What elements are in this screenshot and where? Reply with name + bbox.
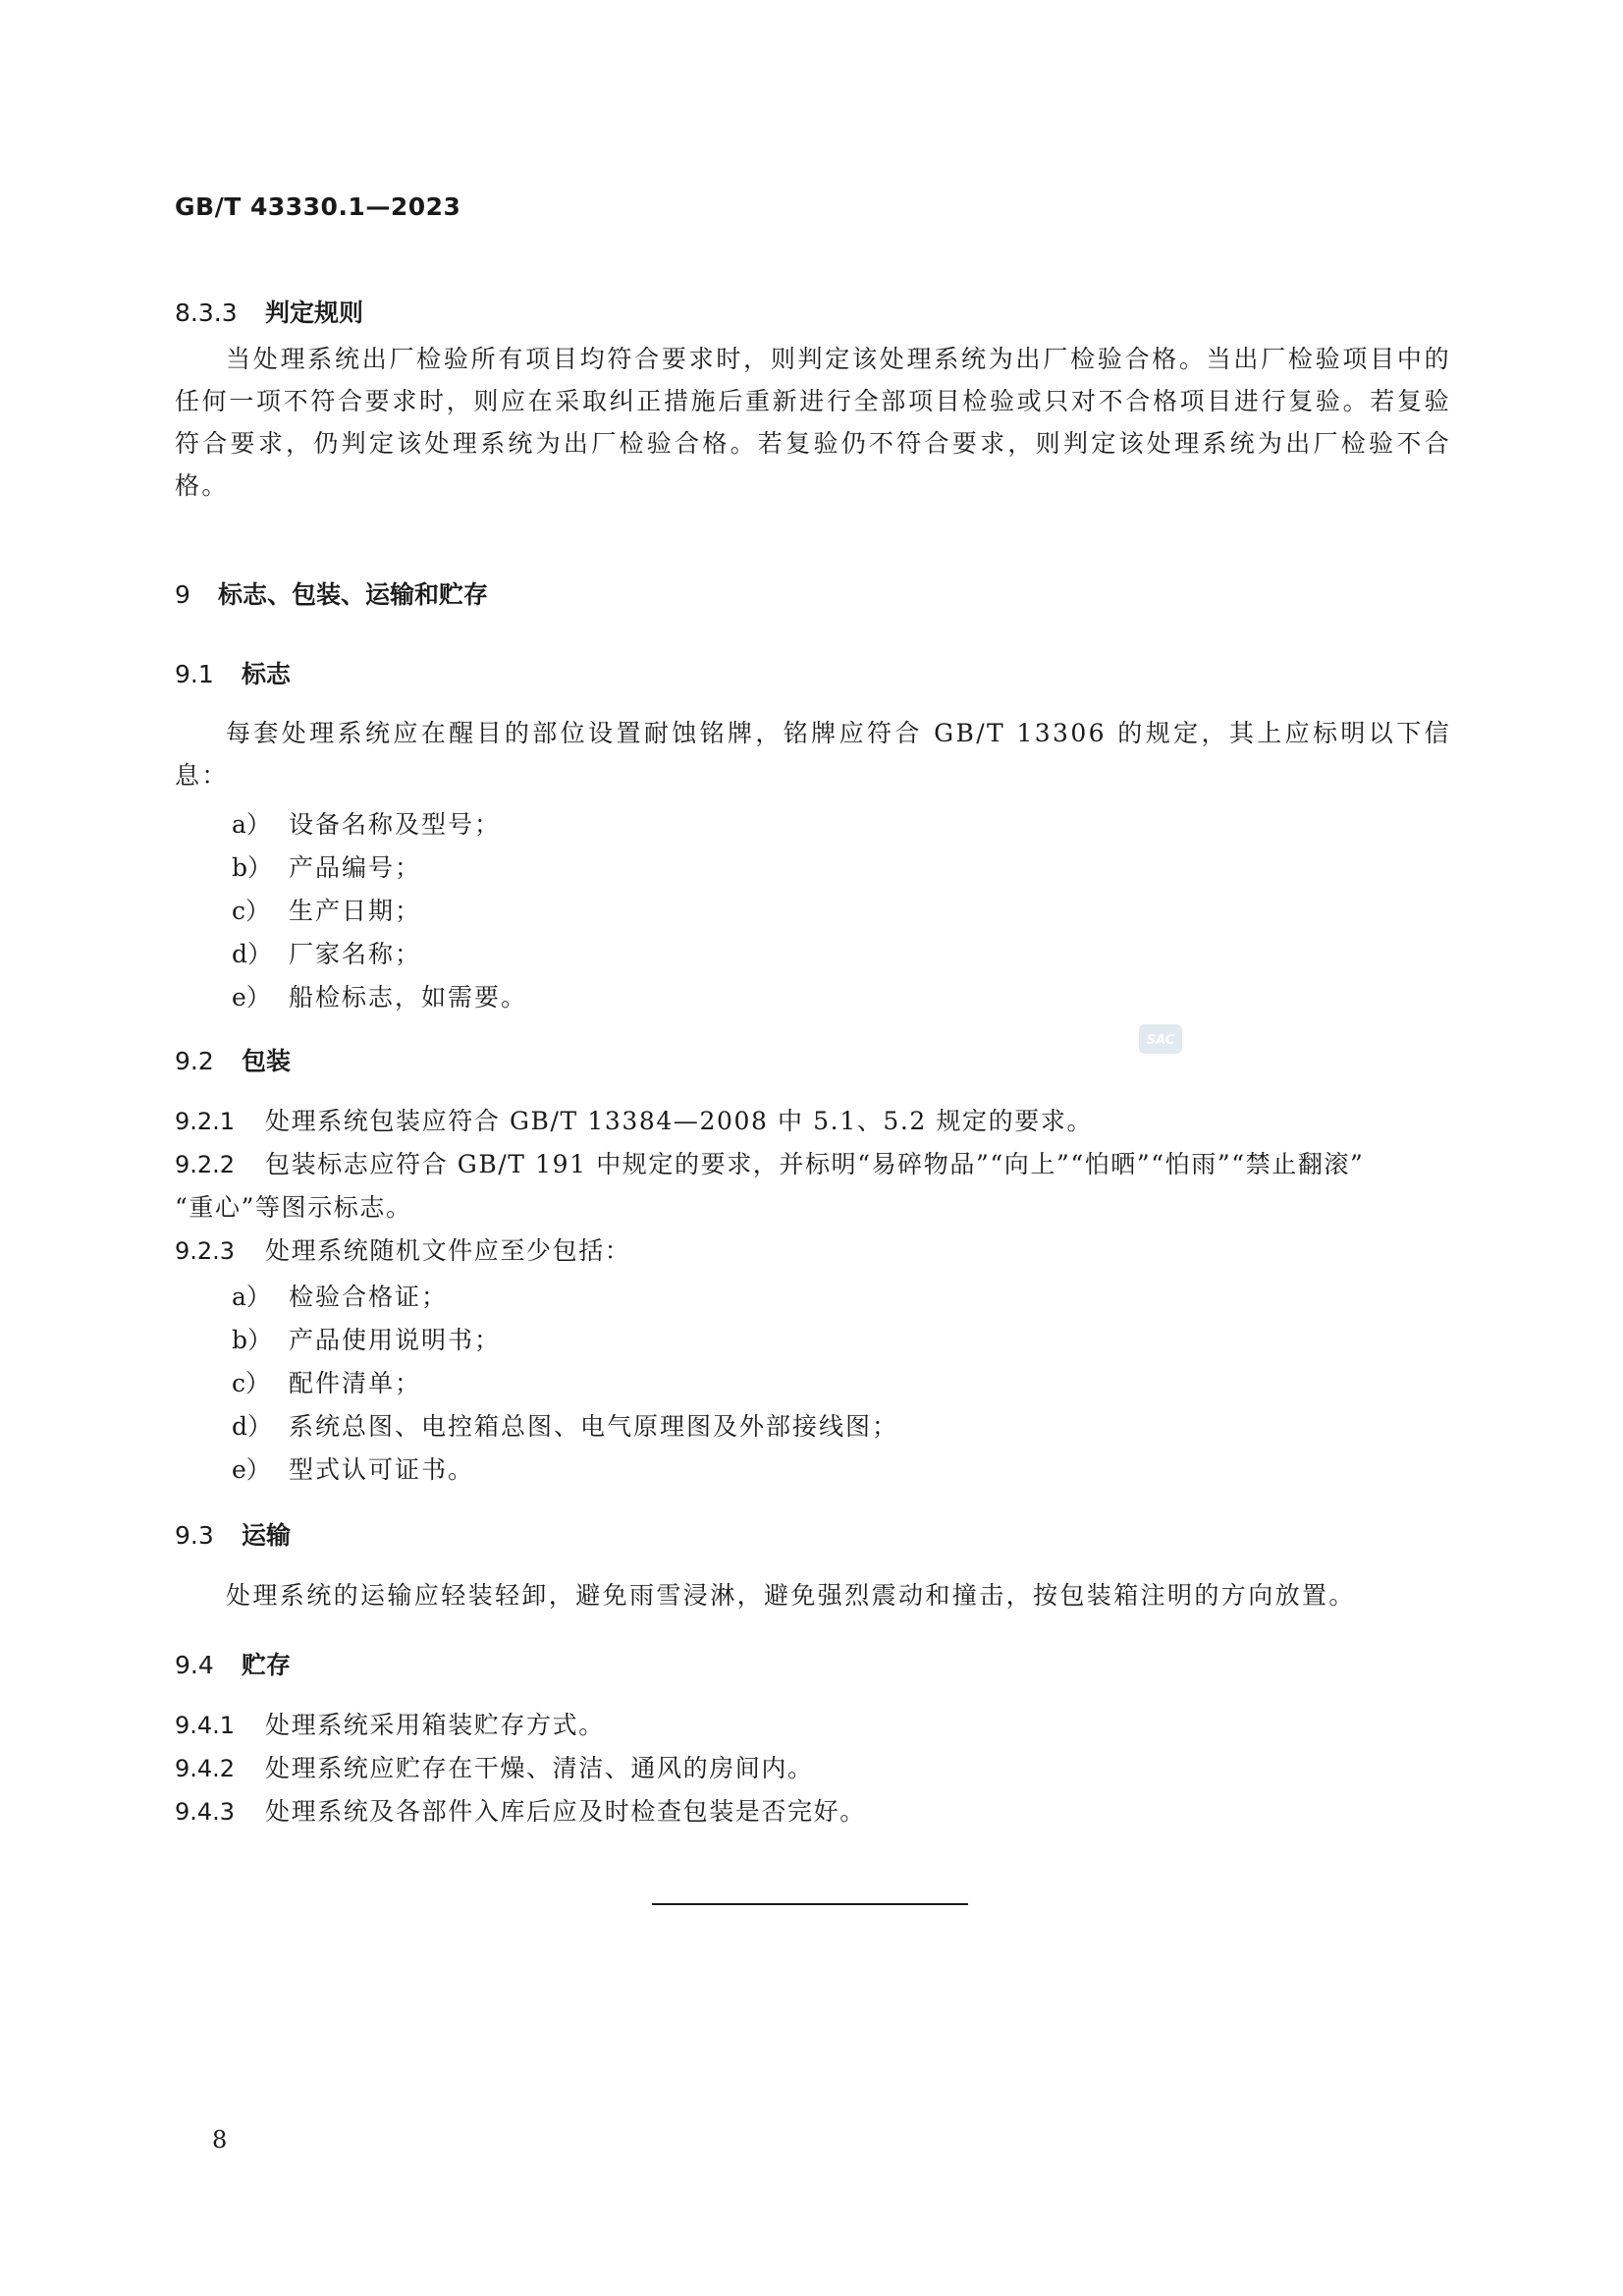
end-rule	[652, 1903, 968, 1905]
list-item	[232, 1450, 474, 1486]
heading-number: 9.1	[175, 660, 214, 688]
list-item	[232, 978, 527, 1013]
list-item-text: 配件清单；	[289, 1369, 422, 1397]
clause-number: 9.2.2	[175, 1151, 236, 1178]
heading-title: 包装	[242, 1047, 292, 1075]
clause-9-2-1	[175, 1102, 1093, 1137]
list-marker: c）	[232, 897, 271, 925]
list-item-text: 厂家名称；	[289, 940, 422, 968]
list-item-text: 型式认可证书。	[289, 1455, 475, 1484]
list-marker: c）	[232, 1369, 271, 1397]
page-number: 8	[212, 2126, 228, 2154]
clause-text: 处理系统及各部件入库后应及时检查包装是否完好。	[265, 1797, 866, 1826]
clause-number: 9.2.1	[175, 1108, 236, 1135]
heading-title: 贮存	[242, 1651, 292, 1679]
list-marker: e）	[232, 983, 271, 1011]
sac-watermark-logo	[1139, 1024, 1182, 1054]
heading-number: 9.4	[175, 1651, 214, 1679]
clause-number: 9.2.3	[175, 1237, 236, 1265]
list-item	[232, 1364, 421, 1399]
clause-9-4-1	[175, 1706, 605, 1741]
list-marker: a）	[232, 810, 271, 839]
clause-text: 包装标志应符合 GB/T 191 中规定的要求，并标明“易碎物品”“向上”“怕晒”“怕雨”“禁止翻滚”	[265, 1150, 1365, 1178]
clause-9-4-3	[175, 1792, 866, 1828]
list-item	[232, 1321, 501, 1356]
paragraph-transport: 处理系统的运输应轻装轻卸，避免雨雪浸淋，避免强烈震动和撞击，按包装箱注明的方向放置。	[226, 1581, 1356, 1610]
clause-text: 处理系统应贮存在干燥、清洁、通风的房间内。	[265, 1754, 814, 1782]
list-item-text: 船检标志，如需要。	[289, 983, 528, 1011]
clause-number: 9.4.1	[175, 1712, 236, 1739]
heading-number: 9.2	[175, 1047, 214, 1075]
document-code: GB/T 43330.1—2023	[175, 192, 461, 221]
list-item	[232, 805, 501, 841]
paragraph-marking: 每套处理系统应在醒目的部位设置耐蚀铭牌，铭牌应符合 GB/T 13306 的规定，其上应标明以下信息：	[175, 719, 1451, 790]
list-marker: d）	[232, 1412, 273, 1441]
heading-9-4	[175, 1646, 291, 1681]
heading-9	[175, 575, 488, 611]
list-item-text: 检验合格证；	[289, 1283, 449, 1311]
list-item-text: 产品编号；	[289, 853, 422, 882]
heading-9-2	[175, 1042, 291, 1077]
clause-text: 处理系统包装应符合 GB/T 13384—2008 中 5.1、5.2 规定的要求。	[265, 1107, 1094, 1135]
list-item	[232, 935, 421, 970]
list-item	[232, 892, 421, 927]
heading-number: 9.3	[175, 1521, 214, 1550]
heading-title: 运输	[242, 1521, 292, 1550]
clause-9-2-2-continued	[175, 1188, 412, 1224]
list-item-text: 系统总图、电控箱总图、电气原理图及外部接线图；	[289, 1412, 899, 1441]
list-marker: e）	[232, 1455, 271, 1484]
clause-number: 9.4.2	[175, 1755, 236, 1782]
list-item	[232, 1407, 898, 1443]
clause-text: 处理系统随机文件应至少包括：	[265, 1236, 631, 1265]
heading-number: 8.3.3	[175, 299, 238, 327]
clause-text: 处理系统采用箱装贮存方式。	[265, 1711, 605, 1739]
clause-9-2-2	[175, 1145, 1364, 1180]
list-marker: b）	[232, 1326, 273, 1354]
list-item-text: 生产日期；	[289, 897, 422, 925]
heading-number: 9	[175, 580, 190, 609]
paragraph-judgement-rules: 当处理系统出厂检验所有项目均符合要求时，则判定该处理系统为出厂检验合格。当出厂检验项目中的任何一项不符合要求时，则应在采取纠正措施后重新进行全部项目检验或只对不合格项目进行复验。若复验符合要求，仍判定该处理系统为出厂检验合格。若复验仍不符合要求，则判定该处理系统为出厂检验不合格。	[175, 345, 1451, 500]
list-item-text: 设备名称及型号；	[289, 810, 502, 839]
heading-title: 判定规则	[265, 299, 364, 327]
list-item	[232, 1278, 448, 1313]
list-marker: b）	[232, 853, 273, 882]
heading-title: 标志	[242, 660, 292, 688]
list-marker: a）	[232, 1283, 271, 1311]
heading-title: 标志、包装、运输和贮存	[218, 580, 489, 609]
heading-8-3-3	[175, 294, 363, 329]
clause-9-4-2	[175, 1749, 814, 1784]
heading-9-3	[175, 1516, 291, 1552]
list-item-text: 产品使用说明书；	[289, 1326, 502, 1354]
svg-text:SAC: SAC	[1146, 1033, 1175, 1048]
clause-9-2-3	[175, 1231, 630, 1267]
heading-9-1	[175, 655, 291, 690]
list-item	[232, 848, 421, 884]
clause-number: 9.4.3	[175, 1798, 236, 1826]
list-marker: d）	[232, 940, 273, 968]
clause-text: “重心”等图示标志。	[175, 1193, 412, 1222]
